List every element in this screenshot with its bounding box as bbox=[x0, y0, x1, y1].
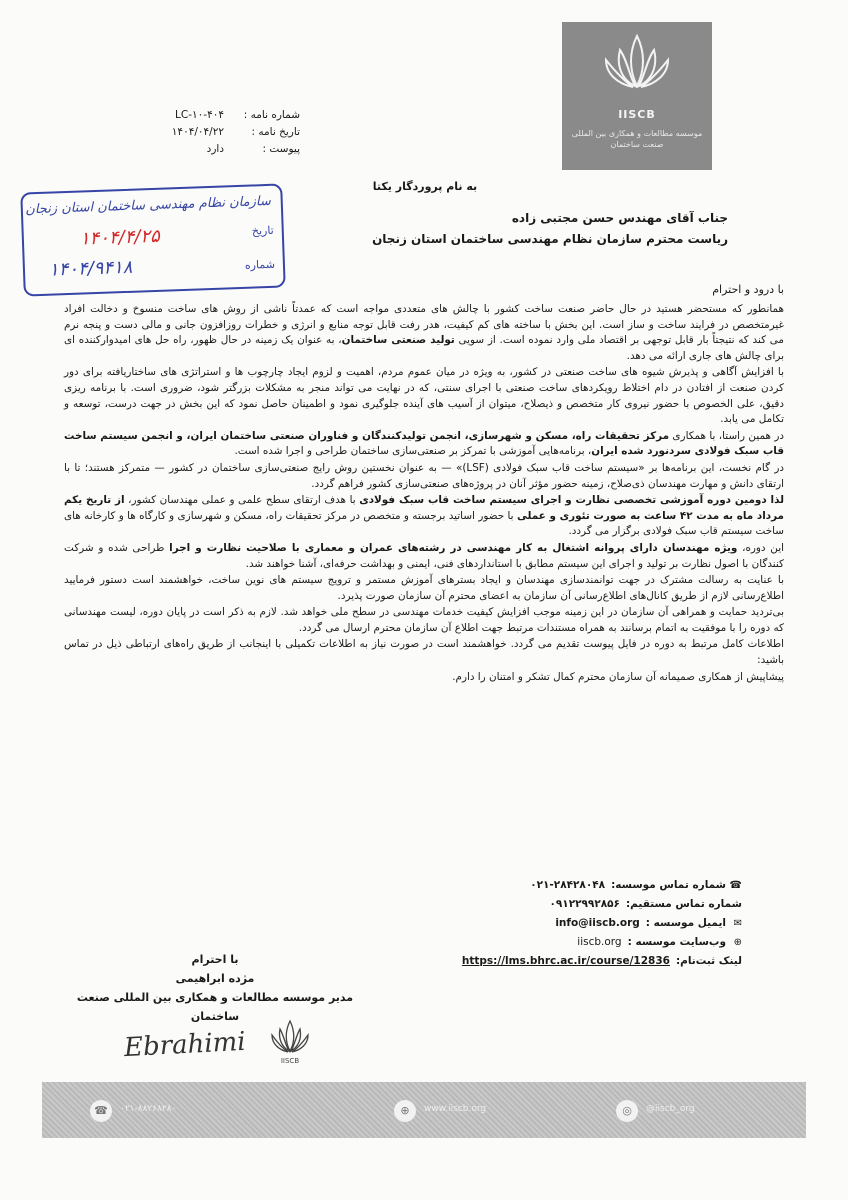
body-paragraph bbox=[64, 302, 784, 364]
body-paragraph bbox=[64, 637, 784, 668]
body-text: پیشاپیش از همکاری صمیمانه آن سازمان محترم کمال تشکر و امتنان را دارم. bbox=[452, 670, 784, 683]
body-paragraph bbox=[64, 605, 784, 636]
body-paragraph bbox=[64, 541, 784, 572]
logo-name: IISCB bbox=[618, 108, 656, 121]
body-text: با عنایت به رسالت مشترک در جهت توانمندسازی مهندسان و ایجاد بسترهای آموزش مستمر و ترویج سیستم های نوین ساخت، خواهشمند است دستور فرمایید اطلاع‌رسانی لازم از طریق کانال‌های اطلاع‌رسانی آن سازمان به اعضای محترم آن سازمان صورت پذیرد. bbox=[64, 574, 784, 602]
stamp-number: ۱۴۰۴/۹۴۱۸ bbox=[48, 256, 133, 281]
footer-instagram-icon: ◎ bbox=[616, 1100, 638, 1122]
body-paragraph bbox=[64, 493, 784, 540]
body-paragraph bbox=[64, 670, 784, 686]
attachment-value: دارد bbox=[206, 143, 224, 155]
recipient-title: ریاست محترم سازمان نظام مهندسی ساختمان استان زنجان bbox=[372, 232, 728, 246]
body-text: اطلاعات کامل مرتبط به دوره در فایل پیوست تقدیم می گردد. خواهشمند است در صورت نیاز به اطلاعات تکمیلی با اینجانب از طریق راه‌های ارتباطی ذیل در تماس باشید: bbox=[64, 638, 784, 667]
contact-info bbox=[412, 876, 742, 971]
body-text: بی‌تردید حمایت و همراهی آن سازمان در این زمینه موجب افزایش کیفیت خدمات مهندسی در سطح ملی خواهد شد. لازم به ذکر است در پایان دوره، لیست مهندسانی که دوره را با موفقیت به اتمام برسانند به همراه مستندات مرتبط جهت اطلاع آن سازمان محترم ارسال می گردد. bbox=[64, 606, 784, 634]
body-text: ، برنامه‌هایی آموزشی با تمرکز بر صنعتی‌سازی ساختمان طراحی و اجرا شده است. bbox=[234, 445, 592, 458]
email-icon: ✉ bbox=[733, 917, 742, 929]
signer-name: مژده ابراهیمی bbox=[175, 972, 255, 985]
institute-phone-label: شماره تماس موسسه: bbox=[611, 879, 726, 891]
body-text: با حضور اساتید برجسته و متخصص در مرکز تحقیقات راه، مسکن و شهرسازی و کارگاه ها و کارخانه های ساخت سیستم قاب سبک فولادی برگزار می گردد. bbox=[64, 509, 784, 538]
body-paragraph bbox=[64, 573, 784, 604]
stamp-date-label: تاریخ bbox=[251, 223, 274, 238]
body-text: همانطور که مستحضر هستید در حال حاضر صنعت ساخت کشور با چالش های متعددی مواجه است که عمدتاً ناشی از روش های ساخت منسوخ و دخالت افراد غیرمتخصص در فرایند ساخت و ساز است. این بخش با ساخته های کم کیفیت، هدر رفت قابل توجه منابع و انرژی و خطرات روزافزون جانی و مالی دست و پنجه نرم می کند که نتیجتاً بار قابل توجهی بر اقتصاد ملی وارد نموده است. از سویی bbox=[64, 303, 784, 347]
lotus-logo-icon bbox=[598, 30, 676, 102]
direct-phone: ۰۹۱۲۲۹۹۲۸۵۶ bbox=[549, 898, 620, 910]
website-link[interactable]: iiscb.org bbox=[577, 936, 622, 948]
handwritten-signature: Ebrahimi bbox=[123, 1026, 247, 1064]
stamp-number-label: شماره bbox=[244, 257, 276, 272]
body-text: در همین راستا، با همکاری bbox=[669, 429, 784, 442]
logo-panel bbox=[562, 22, 712, 170]
institute-phone: ۰۲۱-۲۸۴۲۸۰۴۸ bbox=[530, 879, 606, 891]
regards-text: با احترام bbox=[191, 953, 239, 966]
signature-block bbox=[70, 950, 360, 1026]
stamp-date: ۱۴۰۴/۴/۲۵ bbox=[79, 225, 161, 250]
letter-meta bbox=[100, 107, 300, 158]
footer-social: @iiscb_org bbox=[646, 1104, 695, 1114]
body-text: این دوره، bbox=[737, 541, 784, 554]
small-lotus-logo-icon bbox=[268, 1018, 312, 1068]
invocation: به نام پروردگار یکتا bbox=[372, 180, 478, 193]
letter-number-value: ۴۰۴-LC-۱۰ bbox=[175, 109, 224, 121]
bold-text: ویژه مهندسان دارای پروانه اشتغال به کار مهندسی در رشته‌های عمران و معماری با صلاحیت نظارت و اجرا bbox=[169, 541, 738, 554]
recipient bbox=[372, 208, 728, 250]
bold-text: لذا دومین دوره آموزشی تخصصی نظارت و اجرای سیستم ساخت قاب سبک فولادی bbox=[359, 494, 785, 507]
email-label: ایمیل موسسه : bbox=[645, 917, 726, 929]
globe-icon: ⊕ bbox=[733, 936, 742, 948]
body-text: در گام نخست، این برنامه‌ها بر «سیستم ساخت قاب سبک فولادی (LSF)» — به عنوان نخستین روش رایج صنعتی‌سازی ساختمان در کشور — متمرکز هستند؛ تا با ارتقای دانش و مهارت مهندسان ذی‌صلاح، زمینه حضور مؤثر آنان در پروژه‌های صنعتی‌سازی کشور فراهم گردد. bbox=[64, 461, 784, 490]
attachment-label: پیوست : bbox=[262, 143, 300, 155]
website-label: وب‌سایت موسسه : bbox=[627, 936, 726, 948]
bold-text: تولید صنعتی ساختمان bbox=[341, 334, 455, 347]
small-logo-text: IISCB bbox=[280, 1057, 300, 1065]
register-label: لینک ثبت‌نام: bbox=[675, 955, 742, 967]
footer-web-icon: ⊕ bbox=[394, 1100, 416, 1122]
receipt-stamp bbox=[20, 183, 285, 296]
recipient-name: جناب آقای مهندس حسن مجتبی زاده bbox=[511, 211, 728, 225]
body-text: با هدف ارتقای سطح علمی و عملی مهندسان کشور، bbox=[124, 494, 360, 507]
body-paragraph bbox=[64, 429, 784, 460]
footer-phone: ۰۲۱-۸۸۲۶۸۲۸۰ bbox=[120, 1104, 177, 1114]
email-address[interactable]: info@iiscb.org bbox=[555, 917, 640, 929]
signer-title: مدیر موسسه مطالعات و همکاری بین المللی صنعت ساختمان bbox=[76, 991, 354, 1023]
letter-date-value: ۱۴۰۴/۰۴/۲۲ bbox=[171, 126, 224, 138]
footer-bar bbox=[42, 1082, 806, 1138]
greeting: با درود و احترام bbox=[712, 283, 784, 296]
footer-web: www.iiscb.org bbox=[424, 1104, 487, 1114]
body-text: ، به عنوان یک زمینه در حال ظهور، راه حل های امیدوارکننده ای برای چالش های جاری ارائه می دهد. bbox=[64, 334, 784, 362]
bold-text: از تاریخ یکم مرداد ماه به مدت ۴۲ ساعت به صورت تئوری و عملی bbox=[64, 494, 784, 522]
phone-icon: ☎ bbox=[729, 879, 742, 891]
footer-phone-icon: ☎ bbox=[90, 1100, 112, 1122]
stamp-org: سازمان نظام مهندسی ساختمان استان زنجان bbox=[25, 193, 271, 218]
body-paragraph bbox=[64, 461, 784, 492]
direct-phone-label: شماره تماس مستقیم: bbox=[625, 898, 742, 910]
register-link[interactable]: https://lms.bhrc.ac.ir/course/12836 bbox=[461, 955, 670, 967]
body-text: با افزایش آگاهی و پذیرش شیوه های ساخت صنعتی در کشور، به ویژه در میان عموم مردم، اهمیت و لزوم ایجاد چارچوب ها و استراتژی های ساختاریافته برای دور کردن صنعت از افتادن در دام اختلاط رویکردهای ساخت صنعتی با اجرای سنتی، که در نهایت می تواند منجر به مشکلات بزرگتر شود، ضروری است. با برنامه ریزی دقیق، علی الخصوص با حضور نیروی کار متخصص و ذیصلاح، میتوان از آسیب های آینده جلوگیری نمود و اطمینان حاصل نمود که این بخش در جهت درست، توسعه و تکامل می یابد. bbox=[64, 366, 784, 426]
logo-subtitle: موسسه مطالعات و همکاری بین المللی صنعت ساختمان bbox=[571, 129, 703, 149]
letter-body bbox=[64, 302, 784, 686]
body-text: طراحی شده و شرکت کنندگان با اصول نظارت بر تولید و اجرای این سیستم مطابق با استانداردهای فنی، ایمنی و بهداشت حرفه‌ای، آشنا خواهند شد. bbox=[64, 541, 784, 570]
body-paragraph bbox=[64, 365, 784, 427]
letter-number-label: شماره نامه : bbox=[243, 109, 300, 121]
bold-text: مرکز تحقیقات راه، مسکن و شهرسازی، انجمن تولیدکنندگان و فناوران صنعتی ساختمان ایران، و انجمن سیستم ساخت قاب سبک فولادی سردنورد شده ایران bbox=[64, 429, 784, 458]
letter-date-label: تاریخ نامه : bbox=[251, 126, 300, 138]
